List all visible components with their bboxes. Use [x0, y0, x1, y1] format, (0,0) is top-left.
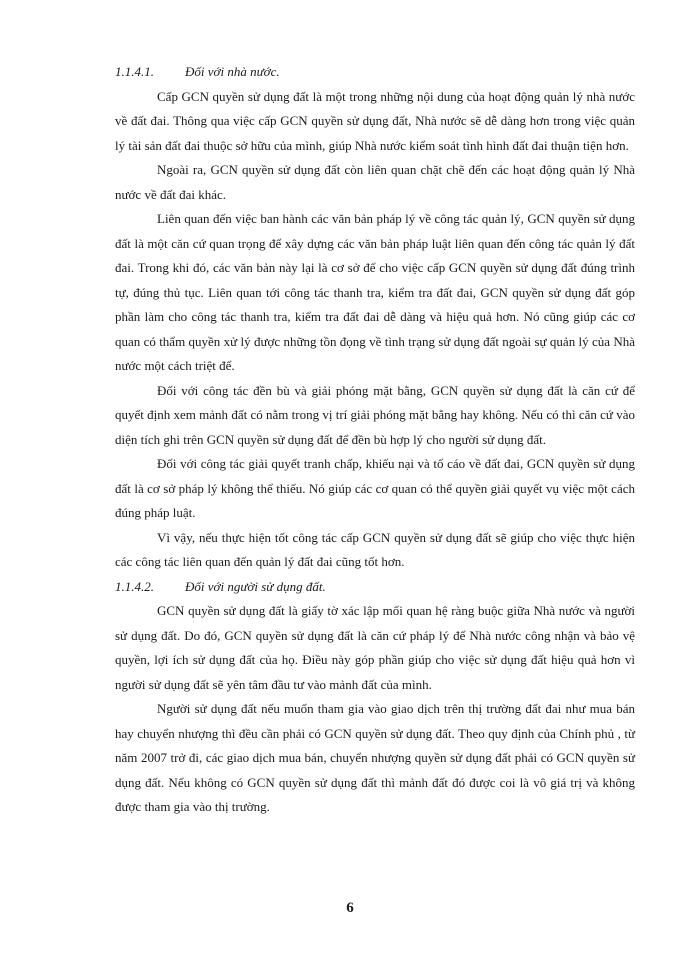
paragraph: Người sử dụng đất nếu muốn tham gia vào giao dịch trên thị trường đất đai như mua bán hay chuyển nhượng thì đều cần phải có GCN quyền sử dụng đất. Theo quy định của Chính phủ , từ năm 2007 trở đi, các giao dịch mua bán, chuyển nhượng quyền sử dụng đất phải có GCN quyền sử dụng đất. Nếu không có GCN quyền sử dụng đất thì mảnh đất đó được coi là vô giá trị và không được tham gia vào thị trường. — [115, 701, 635, 814]
paragraph: GCN quyền sử dụng đất là giấy tờ xác lập mối quan hệ ràng buộc giữa Nhà nước và người sử dụng đất. Do đó, GCN quyền sử dụng đất là căn cứ pháp lý để Nhà nước công nhận và bảo vệ quyền, lợi ích sử dụng đất của họ. Điều này góp phần giúp cho việc sử dụng đất hiệu quả hơn vì người sử dụng đất sẽ yên tâm đầu tư vào mảnh đất của mình. — [115, 603, 635, 692]
section-number: 1.1.4.1. — [115, 64, 154, 79]
paragraph: Đối với công tác đền bù và giải phóng mặt bằng, GCN quyền sử dụng đất là căn cứ để quyết định xem mảnh đất có nằm trong vị trí giải phóng mặt bằng hay không. Nếu có thì căn cứ vào diện tích ghi trên GCN quyền sử dụng đất để đền bù hợp lý cho người sử dụng đất. — [115, 382, 635, 447]
section-number: 1.1.4.2. — [115, 578, 154, 594]
paragraph: Liên quan đến việc ban hành các văn bản pháp lý về công tác quản lý, GCN quyền sử dụng đất là một căn cứ quan trọng để xây dựng các văn bản pháp luật liên quan đến công tác quản lý đất đai. Trong khi đó, các văn bản này lại là cơ sở để cho việc cấp GCN quyền sử dụng đất đúng trình tự, đúng thủ tục. Liên quan tới công tác thanh tra, kiểm tra đất đai, GCN quyền sử dụng đất góp phần làm cho công tác thanh tra, kiểm tra đất đai dễ dàng và hiệu quả hơn. Nó cũng giúp các cơ quan có thẩm quyền xử lý được những tồn đọng về tình trạng sử dụng đất ngoài sự quản lý của Nhà nước một cách triệt để. — [115, 211, 635, 373]
paragraph: Ngoài ra, GCN quyền sử dụng đất còn liên quan chặt chẽ đến các hoạt động quản lý Nhà nước về đất đai khác. — [115, 162, 635, 202]
paragraph: Đối với công tác giải quyết tranh chấp, khiếu nại và tố cáo về đất đai, GCN quyền sử dụng đất là cơ sở pháp lý không thể thiếu. Nó giúp các cơ quan có thể quyền giải quyết vụ việc một cách đúng pháp luật. — [115, 456, 635, 520]
page-number: 6 — [346, 900, 354, 916]
section-heading-land-user — [115, 575, 635, 600]
section-title: Đối với nhà nước. — [185, 64, 280, 79]
paragraph: Vì vậy, nếu thực hiện tốt công tác cấp GCN quyền sử dụng đất sẽ giúp cho việc thực hiện các công tác liên quan đến quản lý đất đai cũng tốt hơn. — [115, 529, 635, 569]
section-heading-state — [115, 60, 635, 85]
document-page — [115, 60, 635, 820]
section-title: Đối với người sử dụng đất. — [185, 578, 326, 594]
paragraph: Cấp GCN quyền sử dụng đất là một trong những nội dung của hoạt động quản lý nhà nước về đất đai. Thông qua việc cấp GCN quyền sử dụng đất, Nhà nước sẽ dễ dàng hơn trong việc quản lý tài sản đất đai thuộc sở hữu của mình, giúp Nhà nước kiểm soát tình hình đất đai thuận tiện hơn. — [115, 88, 635, 153]
